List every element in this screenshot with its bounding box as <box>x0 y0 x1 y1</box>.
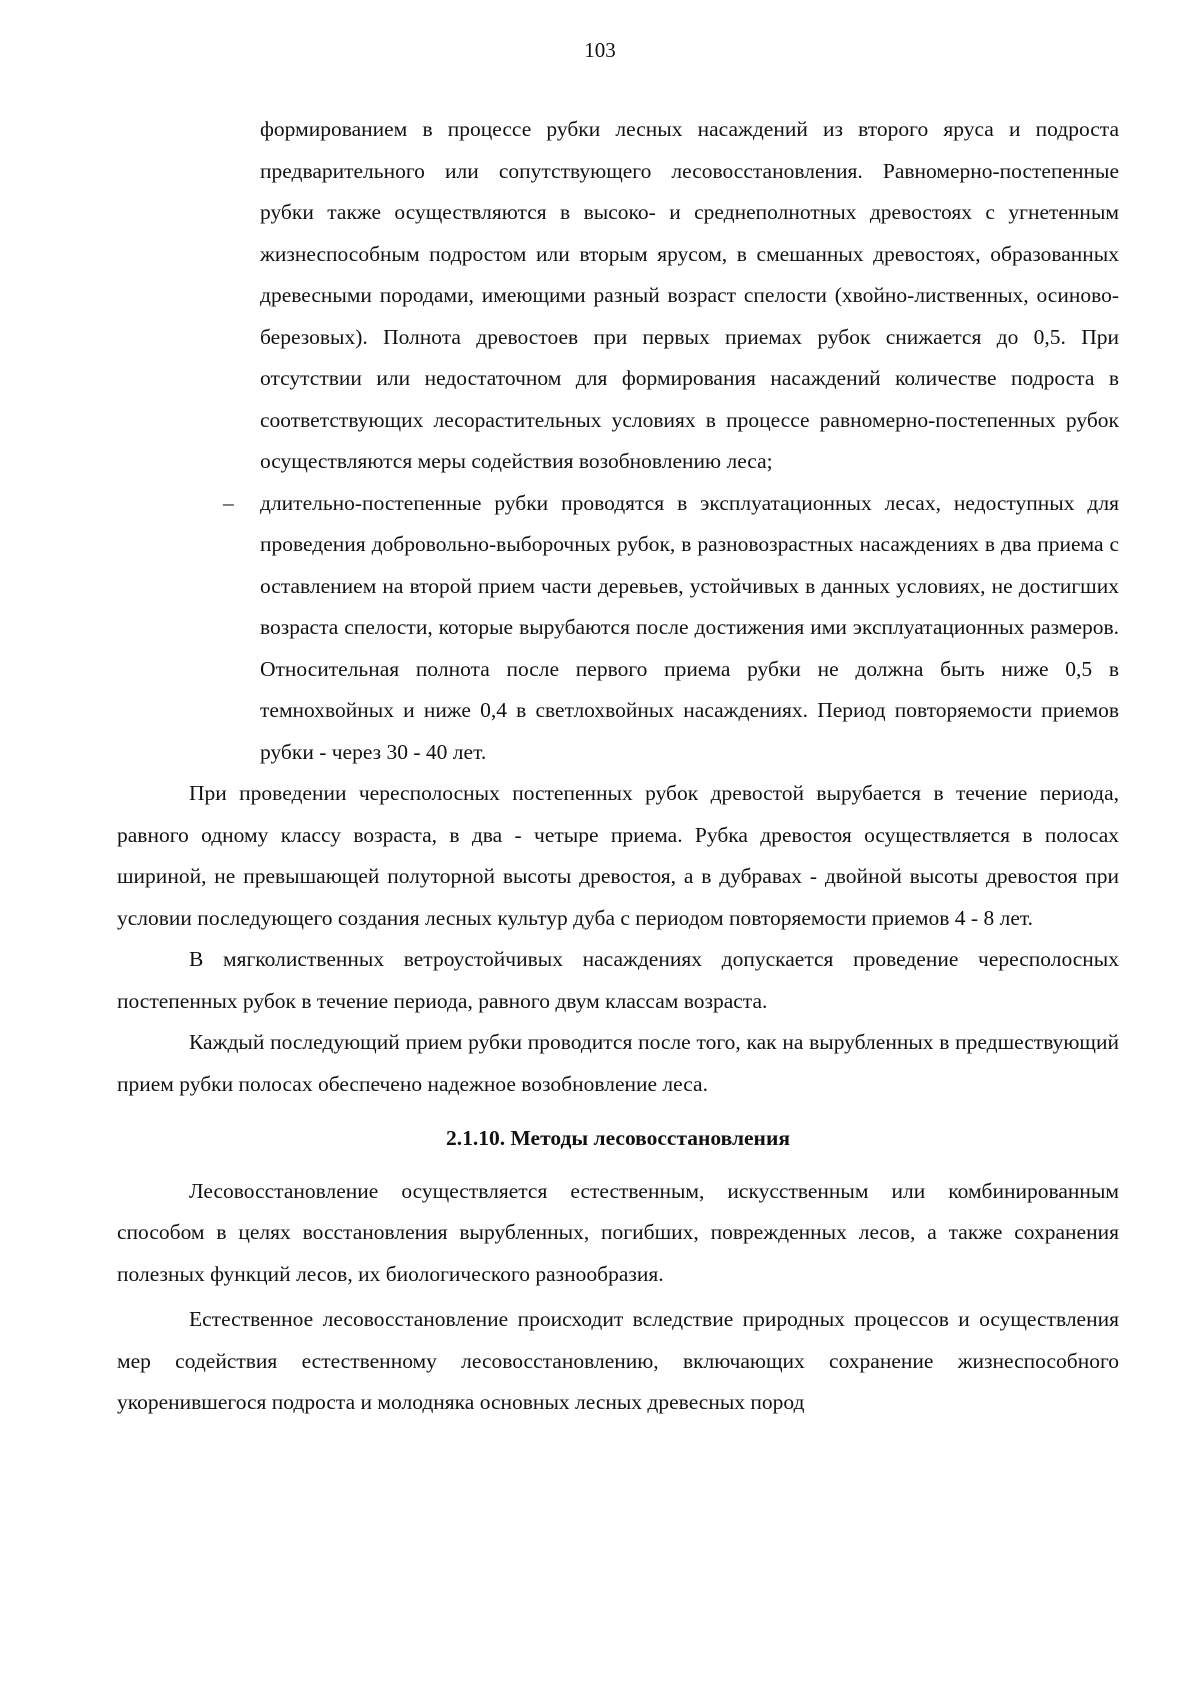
list-item-continuation: формированием в процессе рубки лесных насаждений из второго яруса и подроста предварительного или сопутствующего лесовосстановления. Равномерно-постепенные рубки также осуществляются в высоко- и среднеполнотных древостоях с угнетенным жизнеспособным подростом или вторым ярусом, в смешанных древостоях, образованных древесными породами, имеющими разный возраст спелости (хвойно-лиственных, осиново-березовых). Полнота древостоев при первых приемах рубок снижается до 0,5. При отсутствии или недостаточном для формирования насаждений количестве подроста в соответствующих лесорастительных условиях в процессе равномерно-постепенных рубок осуществляются меры содействия возобновлению леса; <box>260 117 1119 473</box>
list-item-text: длительно-постепенные рубки проводятся в эксплуатационных лесах, недоступных для проведения добровольно-выборочных рубок, в разновозрастных насаждениях в два приема с оставлением на второй прием части деревьев, устойчивых в данных условиях, не достигших возраста спелости, которые вырубаются после достижения ими эксплуатационных размеров. Относительная полнота после первого приема рубки не должна быть ниже 0,5 в темнохвойных и ниже 0,4 в светлохвойных насаждениях. Период повторяемости приемов рубки - через 30 - 40 лет. <box>260 490 1119 764</box>
paragraph: В мягколиственных ветроустойчивых насаждениях допускается проведение чересполосных постепенных рубок в течение периода, равного двум классам возраста. <box>117 947 1119 1013</box>
paragraph: Лесовосстановление осуществляется естественным, искусственным или комбинированным способом в целях восстановления вырубленных, погибших, поврежденных лесов, а также сохранения полезных функций лесов, их биологического разнообразия. <box>117 1178 1119 1286</box>
paragraph: Естественное лесовосстановление происходит вследствие природных процессов и осуществления мер содействия естественному лесовосстановлению, включающих сохранение жизнеспособного укоренившегося подроста и молодняка основных лесных древесных пород <box>117 1307 1119 1414</box>
paragraph: При проведении чересполосных постепенных рубок древостой вырубается в течение периода, равного одному классу возраста, в два - четыре приема. Рубка древостоя осуществляется в полосах шириной, не превышающей полуторной высоты древостоя, а в дубравах - двойной высоты древостоя при условии последующего создания лесных культур дуба с периодом повторяемости приемов 4 - 8 лет. <box>117 781 1119 930</box>
page-number: 103 <box>584 38 616 62</box>
list-item <box>223 483 1119 774</box>
bullet-dash: – <box>223 490 234 515</box>
page-body <box>117 109 1119 1424</box>
paragraph: Каждый последующий прием рубки проводится после того, как на вырубленных в предшествующий прием рубки полосах обеспечено надежное возобновление леса. <box>117 1030 1119 1096</box>
section-heading: 2.1.10. Методы лесовосстановления <box>446 1126 790 1150</box>
